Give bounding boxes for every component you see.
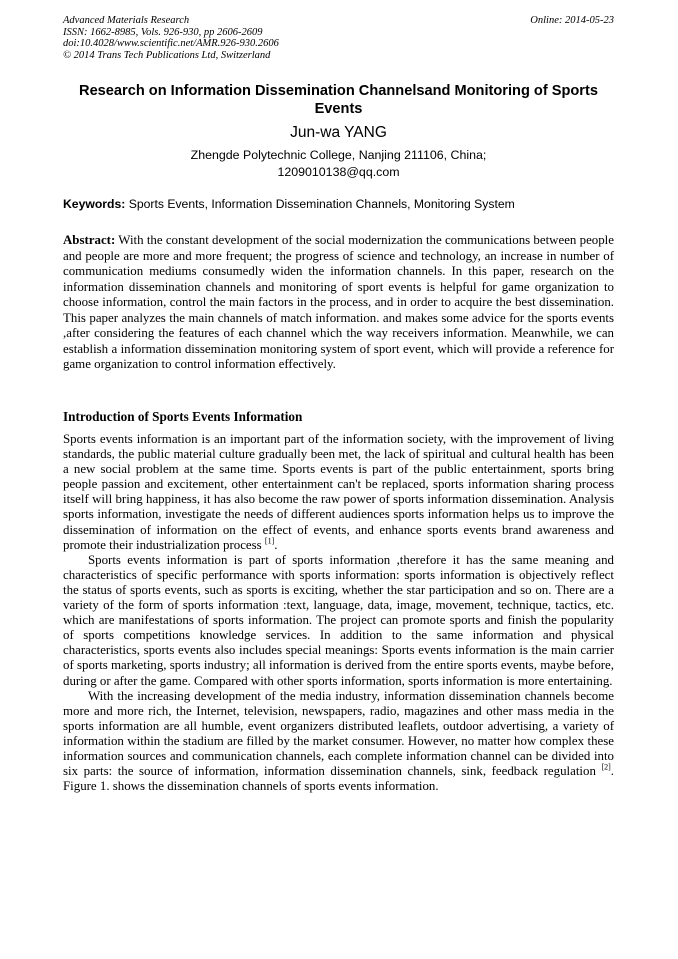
issn-line: ISSN: 1662-8985, Vols. 926-930, pp 2606-2609: [63, 26, 263, 38]
abstract: [63, 233, 614, 373]
paragraph-3: [63, 689, 614, 795]
affiliation-block: [63, 147, 614, 181]
section-heading: Introduction of Sports Events Information: [63, 409, 303, 424]
online-date: Online: 2014-05-23: [530, 15, 614, 26]
keywords: [63, 197, 614, 212]
copyright-line: © 2014 Trans Tech Publications Ltd, Switzerland: [63, 49, 271, 61]
section-body: [63, 432, 614, 794]
doi-line: doi:10.4028/www.scientific.net/AMR.926-930.2606: [63, 38, 279, 49]
affiliation: Zhengde Polytechnic College, Nanjing 211106, China;: [190, 148, 487, 162]
paragraph-2-text: Sports events information is part of sports information ,therefore it has the same meaning and characteristics of specific performance with sports information: sports information is objectively reflect the status of sports events, such as sports is exciting, whether the star participation and so on. There are a variety of the form of sports information :text, language, data, image, movement, technique, tactics, etc. which are manifestations of sports information. The project can promote sports and finish the popularity of sports competitions knowledge services. In addition to the same information and physical characteristics, sports events also includes special meanings: Sports events information is the main carrier of sports marketing, sports industry; all information is derived from the entire sports events, maybe before, during or after the game. Compared with other sports information, sports information is more entertaining.: [63, 552, 614, 688]
paragraph-2: [63, 553, 614, 689]
keywords-text: Sports Events, Information Dissemination Channels, Monitoring System: [128, 197, 515, 211]
paragraph-1: [63, 432, 614, 553]
abstract-label: Abstract:: [63, 233, 116, 247]
author-email: 1209010138@qq.com: [277, 165, 400, 179]
paper-title: Research on Information Dissemination Channelsand Monitoring of Sports Events: [79, 83, 598, 117]
abstract-text: With the constant development of the social modernization the communications between people and people are more and more frequent; the progress of science and technology, an increase in number of communication mediums consumedly widen the information channels. In this paper, research on the information dissemination channels and monitoring of sport events is helpful for game organization to choose information, control the main factors in the process, and in order to acquire the best dissemination. This paper analyzes the main channels of match information. and makes some advice for the sports events ,after considering the features of each channel which the way receivers information. Meanwhile, we can establish a information dissemination monitoring system of sport event, which will provide a reference for game organization to control information effectively.: [63, 233, 614, 371]
paragraph-3-text: With the increasing development of the media industry, information dissemination channels become more and more rich, the Internet, television, newspapers, radio, magazines and other mass media in the sports information are all humble, event organizers distributed leaflets, outdoor advertising, a variety of information within the stadium are filled by the market consumer. However, no matter how complex these information sources and communication channels, each complete information channel can be divided into six parts: the source of information, information dissemination channels, sink, feedback regulation: [63, 688, 614, 779]
author-name: Jun-wa YANG: [290, 124, 387, 141]
paragraph-1-end: .: [274, 537, 278, 552]
paragraph-3-end: . Figure 1. shows the dissemination channels of sports events information.: [63, 764, 614, 794]
citation-1: [1]: [264, 536, 275, 546]
keywords-label: Keywords:: [63, 197, 126, 211]
journal-name: Advanced Materials Research: [63, 15, 190, 26]
journal-header: [63, 15, 279, 61]
citation-2: [2]: [601, 762, 611, 772]
paragraph-1-text: Sports events information is an important part of the information society, with the improvement of living standards, the public material culture gradually been met, the lack of spiritual and cultural health has been a new social problem at the same time. Sports events is part of the public entertainment, sports bring people passion and excitement, other entertainment can't be replaced, sports information sharing process itself will bring happiness, it has also become the raw power of sports information dissemination. Analysis sports information, investigate the needs of different audiences sports information helps us to improve the dissemination of information on the effect of events, and enhance sports events brand awareness and promote their industrialization process: [63, 432, 614, 552]
